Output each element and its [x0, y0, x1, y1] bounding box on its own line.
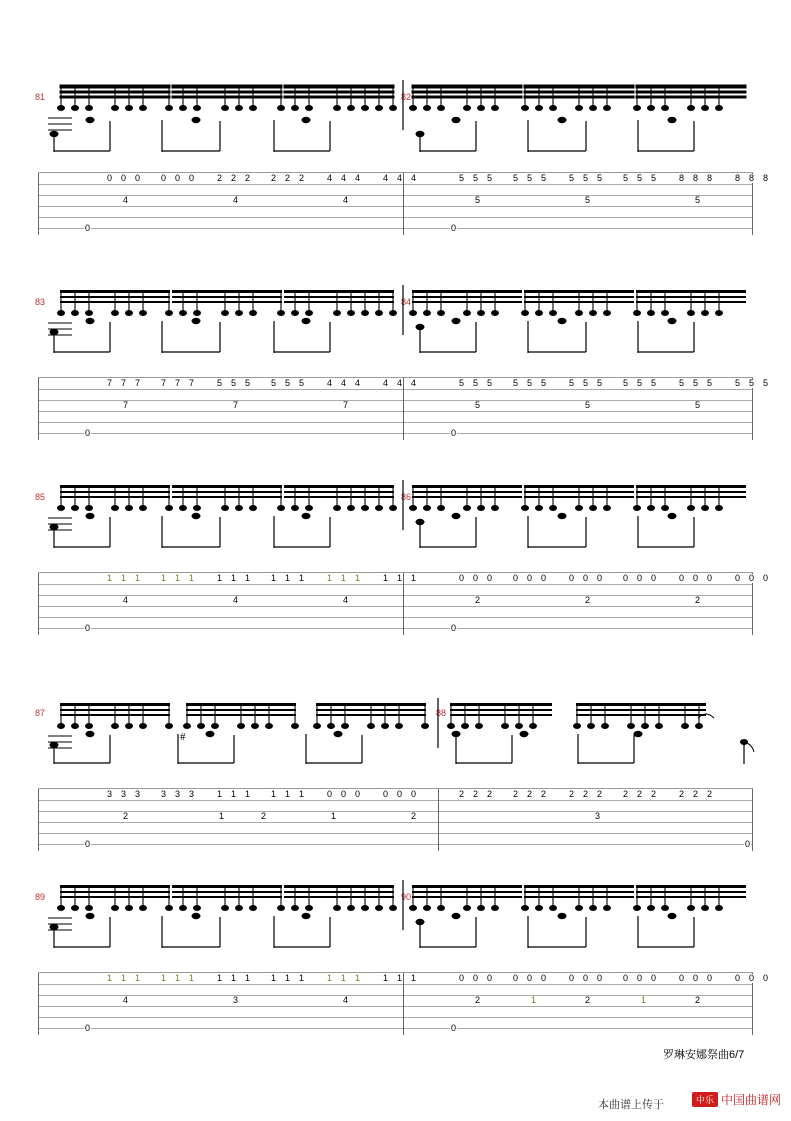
tab-fret-number: 0 [623, 973, 629, 983]
tab-fret-number: 7 [107, 378, 113, 388]
tab-fret-number: 0 [355, 789, 361, 799]
tab-fret-number: 2 [473, 789, 479, 799]
tab-fret-number: 0 [707, 973, 713, 983]
tab-fret-number: 2 [411, 811, 417, 821]
tab-fret-number: 0 [749, 973, 755, 983]
tab-fret-number: 3 [595, 811, 601, 821]
tab-fret-number: 1 [189, 573, 195, 583]
tab-fret-number: 5 [487, 378, 493, 388]
tab-fret-number: 0 [175, 173, 181, 183]
tab-fret-number: 2 [285, 173, 291, 183]
tab-staff [38, 377, 769, 440]
tab-fret-number: 2 [261, 811, 267, 821]
tab-fret-number: 1 [161, 573, 167, 583]
tab-fret-number: 2 [487, 789, 493, 799]
tab-fret-number: 0 [583, 973, 589, 983]
tab-fret-number: 0 [745, 839, 751, 849]
tab-fret-number: 0 [459, 573, 465, 583]
tab-fret-number: 1 [135, 973, 141, 983]
tab-fret-number: 0 [487, 973, 493, 983]
tab-fret-number: 1 [217, 789, 223, 799]
tab-fret-number: 0 [411, 789, 417, 799]
tab-fret-number: 0 [85, 428, 91, 438]
measure-number: 88 [436, 708, 447, 718]
tab-fret-number: 4 [123, 995, 129, 1005]
tab-fret-number: 1 [231, 789, 237, 799]
tab-fret-number: 7 [121, 378, 127, 388]
tab-fret-number: 5 [707, 378, 713, 388]
rhythm-notation [38, 277, 753, 382]
tab-fret-number: 2 [569, 789, 575, 799]
tab-fret-number: 4 [397, 173, 403, 183]
tab-fret-number: 5 [513, 173, 519, 183]
score-title: 罗琳安娜祭曲 [663, 1049, 729, 1061]
tab-fret-number: 1 [161, 973, 167, 983]
score-title-footer [663, 1046, 744, 1062]
tab-fret-number: 0 [451, 223, 457, 233]
tab-fret-number: 5 [695, 195, 701, 205]
tab-fret-number: 1 [135, 573, 141, 583]
tab-fret-number: 1 [107, 973, 113, 983]
tab-fret-number: 5 [583, 173, 589, 183]
tab-fret-number: 4 [343, 595, 349, 605]
tab-fret-number: 2 [245, 173, 251, 183]
tab-fret-number: 0 [451, 428, 457, 438]
tab-fret-number: 5 [569, 378, 575, 388]
tab-fret-number: 1 [299, 973, 305, 983]
tab-fret-number: 0 [651, 973, 657, 983]
tab-fret-number: 7 [189, 378, 195, 388]
tab-fret-number: 5 [679, 378, 685, 388]
tab-fret-number: 5 [651, 378, 657, 388]
tab-fret-number: 3 [233, 995, 239, 1005]
tab-fret-number: 1 [245, 573, 251, 583]
tab-fret-number: 4 [355, 378, 361, 388]
tab-fret-number: 2 [707, 789, 713, 799]
tab-fret-number: 1 [271, 573, 277, 583]
tab-fret-number: 5 [231, 378, 237, 388]
tab-fret-number: 0 [85, 839, 91, 849]
tab-fret-number: 5 [597, 173, 603, 183]
tab-fret-number: 2 [271, 173, 277, 183]
tab-fret-number: 1 [285, 973, 291, 983]
tab-fret-number: 2 [475, 595, 481, 605]
tab-fret-number: 0 [541, 573, 547, 583]
tab-fret-number: 5 [585, 400, 591, 410]
tab-fret-number: 3 [189, 789, 195, 799]
tab-fret-number: 5 [569, 173, 575, 183]
tab-fret-number: 4 [327, 173, 333, 183]
tab-fret-number: 1 [383, 573, 389, 583]
tab-fret-number: 2 [475, 995, 481, 1005]
tab-fret-number: 0 [459, 973, 465, 983]
tab-fret-number: 8 [763, 173, 769, 183]
tab-fret-number: 1 [355, 973, 361, 983]
tab-fret-number: 3 [135, 789, 141, 799]
tab-fret-number: 5 [285, 378, 291, 388]
tab-fret-number: 2 [679, 789, 685, 799]
tab-fret-number: 4 [233, 195, 239, 205]
tab-fret-number: 1 [245, 973, 251, 983]
measure-number: 89 [35, 892, 46, 902]
tab-fret-number: 8 [735, 173, 741, 183]
tab-fret-number: 1 [397, 973, 403, 983]
tab-fret-number: 1 [641, 995, 647, 1005]
tab-fret-number: 4 [397, 378, 403, 388]
tab-fret-number: 0 [763, 973, 769, 983]
tab-fret-number: 0 [637, 973, 643, 983]
tab-fret-number: 5 [527, 378, 533, 388]
tab-fret-number: 2 [623, 789, 629, 799]
tab-fret-number: 0 [597, 973, 603, 983]
tab-fret-number: 4 [355, 173, 361, 183]
measure-number: 86 [401, 492, 412, 502]
tab-staff [38, 788, 753, 851]
tab-fret-number: 1 [217, 973, 223, 983]
tab-fret-number: 1 [341, 973, 347, 983]
tab-fret-number: 1 [175, 573, 181, 583]
tab-fret-number: 2 [513, 789, 519, 799]
tab-fret-number: 1 [341, 573, 347, 583]
tab-fret-number: 0 [85, 623, 91, 633]
tab-fret-number: 5 [693, 378, 699, 388]
tab-fret-number: 4 [411, 378, 417, 388]
tab-fret-number: 0 [735, 573, 741, 583]
tab-staff [38, 172, 769, 235]
tab-fret-number: 0 [473, 973, 479, 983]
tab-fret-number: 0 [189, 173, 195, 183]
tab-fret-number: 1 [411, 573, 417, 583]
tab-fret-number: 2 [695, 595, 701, 605]
measure-number: 90 [401, 892, 412, 902]
rhythm-notation [38, 872, 753, 977]
tab-fret-number: 7 [233, 400, 239, 410]
tab-fret-number: 2 [231, 173, 237, 183]
tab-fret-number: 1 [231, 973, 237, 983]
tab-fret-number: 2 [217, 173, 223, 183]
tab-fret-number: 0 [707, 573, 713, 583]
tab-fret-number: 0 [763, 573, 769, 583]
tab-fret-number: 5 [245, 378, 251, 388]
tab-fret-number: 1 [285, 789, 291, 799]
tab-fret-number: 0 [341, 789, 347, 799]
tab-fret-number: 0 [383, 789, 389, 799]
tab-fret-number: 4 [343, 995, 349, 1005]
tab-fret-number: 0 [527, 573, 533, 583]
tab-fret-number: 0 [513, 973, 519, 983]
tab-fret-number: 5 [513, 378, 519, 388]
tab-fret-number: 5 [735, 378, 741, 388]
tab-fret-number: 8 [679, 173, 685, 183]
tab-fret-number: 7 [161, 378, 167, 388]
tab-fret-number: 2 [299, 173, 305, 183]
tab-fret-number: 5 [651, 173, 657, 183]
tab-fret-number: 1 [397, 573, 403, 583]
tab-fret-number: 8 [693, 173, 699, 183]
tab-fret-number: 5 [541, 173, 547, 183]
tab-fret-number: 7 [135, 378, 141, 388]
tab-fret-number: 3 [161, 789, 167, 799]
tab-fret-number: 1 [271, 973, 277, 983]
tab-fret-number: 1 [107, 573, 113, 583]
tab-fret-number: 0 [327, 789, 333, 799]
tab-fret-number: 4 [341, 173, 347, 183]
tab-fret-number: 0 [583, 573, 589, 583]
tab-fret-number: 0 [569, 573, 575, 583]
tab-fret-number: 0 [693, 973, 699, 983]
tab-fret-number: 0 [107, 173, 113, 183]
tab-fret-number: 1 [285, 573, 291, 583]
rhythm-notation [38, 692, 753, 797]
tab-fret-number: 5 [299, 378, 305, 388]
tab-fret-number: 0 [135, 173, 141, 183]
tab-fret-number: 0 [637, 573, 643, 583]
tab-fret-number: 5 [473, 378, 479, 388]
logo-text: 中国曲谱网 [721, 1093, 782, 1107]
tab-fret-number: 4 [383, 173, 389, 183]
tab-fret-number: 0 [651, 573, 657, 583]
tab-fret-number: 2 [527, 789, 533, 799]
tab-fret-number: 0 [121, 173, 127, 183]
tab-fret-number: 4 [343, 195, 349, 205]
tab-fret-number: 3 [121, 789, 127, 799]
tab-fret-number: 8 [707, 173, 713, 183]
upload-note: 本曲谱上传于 [598, 1099, 664, 1111]
tab-fret-number: 5 [459, 378, 465, 388]
tab-fret-number: 7 [175, 378, 181, 388]
tab-fret-number: 2 [541, 789, 547, 799]
tab-fret-number: 2 [123, 811, 129, 821]
tab-fret-number: 1 [531, 995, 537, 1005]
tab-fret-number: 3 [175, 789, 181, 799]
tab-fret-number: 2 [583, 789, 589, 799]
tab-fret-number: 0 [679, 973, 685, 983]
tab-fret-number: 5 [475, 195, 481, 205]
measure-number: 84 [401, 297, 412, 307]
tab-fret-number: 5 [763, 378, 769, 388]
tab-fret-number: 5 [637, 378, 643, 388]
tab-fret-number: 0 [597, 573, 603, 583]
tab-fret-number: 0 [541, 973, 547, 983]
tab-fret-number: 2 [695, 995, 701, 1005]
measure-number: 85 [35, 492, 46, 502]
tab-fret-number: 0 [679, 573, 685, 583]
tab-fret-number: 1 [121, 973, 127, 983]
svg-text:#: # [180, 731, 186, 743]
tab-fret-number: 4 [327, 378, 333, 388]
tab-fret-number: 0 [569, 973, 575, 983]
site-logo[interactable] [692, 1091, 781, 1108]
tab-fret-number: 1 [189, 973, 195, 983]
tab-staff [38, 972, 769, 1035]
tab-fret-number: 4 [123, 195, 129, 205]
tab-fret-number: 2 [597, 789, 603, 799]
tab-fret-number: 1 [175, 973, 181, 983]
tab-fret-number: 4 [123, 595, 129, 605]
logo-mark-icon: 中乐 [692, 1092, 718, 1107]
tab-fret-number: 1 [245, 789, 251, 799]
tab-fret-number: 5 [527, 173, 533, 183]
tab-fret-number: 2 [459, 789, 465, 799]
tab-fret-number: 0 [397, 789, 403, 799]
tab-fret-number: 0 [161, 173, 167, 183]
tab-fret-number: 1 [355, 573, 361, 583]
measure-number: 83 [35, 297, 46, 307]
measure-number: 82 [401, 92, 412, 102]
tab-fret-number: 1 [383, 973, 389, 983]
tab-fret-number: 5 [475, 400, 481, 410]
tab-fret-number: 2 [585, 595, 591, 605]
tab-fret-number: 5 [217, 378, 223, 388]
rhythm-notation [38, 72, 753, 177]
tab-fret-number: 2 [651, 789, 657, 799]
rhythm-notation [38, 472, 753, 577]
tab-fret-number: 1 [121, 573, 127, 583]
tab-fret-number: 4 [341, 378, 347, 388]
tab-fret-number: 1 [217, 573, 223, 583]
tab-fret-number: 1 [331, 811, 337, 821]
tab-fret-number: 0 [513, 573, 519, 583]
tab-fret-number: 5 [623, 378, 629, 388]
tab-fret-number: 4 [411, 173, 417, 183]
tab-fret-number: 0 [527, 973, 533, 983]
tab-fret-number: 5 [541, 378, 547, 388]
tab-fret-number: 5 [623, 173, 629, 183]
tab-fret-number: 4 [233, 595, 239, 605]
tab-staff [38, 572, 769, 635]
tab-fret-number: 3 [107, 789, 113, 799]
tab-fret-number: 5 [583, 378, 589, 388]
tab-fret-number: 1 [299, 573, 305, 583]
tab-fret-number: 5 [695, 400, 701, 410]
tab-fret-number: 0 [85, 223, 91, 233]
tab-fret-number: 2 [693, 789, 699, 799]
tab-fret-number: 1 [327, 973, 333, 983]
tab-fret-number: 0 [451, 623, 457, 633]
page-label: 6/7 [729, 1049, 745, 1061]
tab-fret-number: 7 [123, 400, 129, 410]
tab-fret-number: 1 [271, 789, 277, 799]
tab-fret-number: 1 [327, 573, 333, 583]
tab-fret-number: 5 [473, 173, 479, 183]
tab-fret-number: 0 [487, 573, 493, 583]
measure-number: 87 [35, 708, 46, 718]
tab-fret-number: 2 [637, 789, 643, 799]
tab-fret-number: 0 [473, 573, 479, 583]
tab-fret-number: 2 [585, 995, 591, 1005]
tab-fret-number: 5 [749, 378, 755, 388]
tab-fret-number: 4 [383, 378, 389, 388]
tab-fret-number: 0 [623, 573, 629, 583]
tab-fret-number: 1 [299, 789, 305, 799]
measure-number: 81 [35, 92, 46, 102]
tab-fret-number: 0 [451, 1023, 457, 1033]
tab-fret-number: 5 [487, 173, 493, 183]
tab-fret-number: 1 [411, 973, 417, 983]
tab-fret-number: 7 [343, 400, 349, 410]
tab-fret-number: 5 [271, 378, 277, 388]
tab-fret-number: 1 [219, 811, 225, 821]
tab-fret-number: 0 [735, 973, 741, 983]
tab-fret-number: 5 [459, 173, 465, 183]
tab-fret-number: 0 [749, 573, 755, 583]
tab-fret-number: 5 [585, 195, 591, 205]
tab-fret-number: 0 [85, 1023, 91, 1033]
tab-fret-number: 1 [231, 573, 237, 583]
tab-fret-number: 5 [637, 173, 643, 183]
tab-fret-number: 5 [597, 378, 603, 388]
tab-fret-number: 8 [749, 173, 755, 183]
tab-fret-number: 0 [693, 573, 699, 583]
